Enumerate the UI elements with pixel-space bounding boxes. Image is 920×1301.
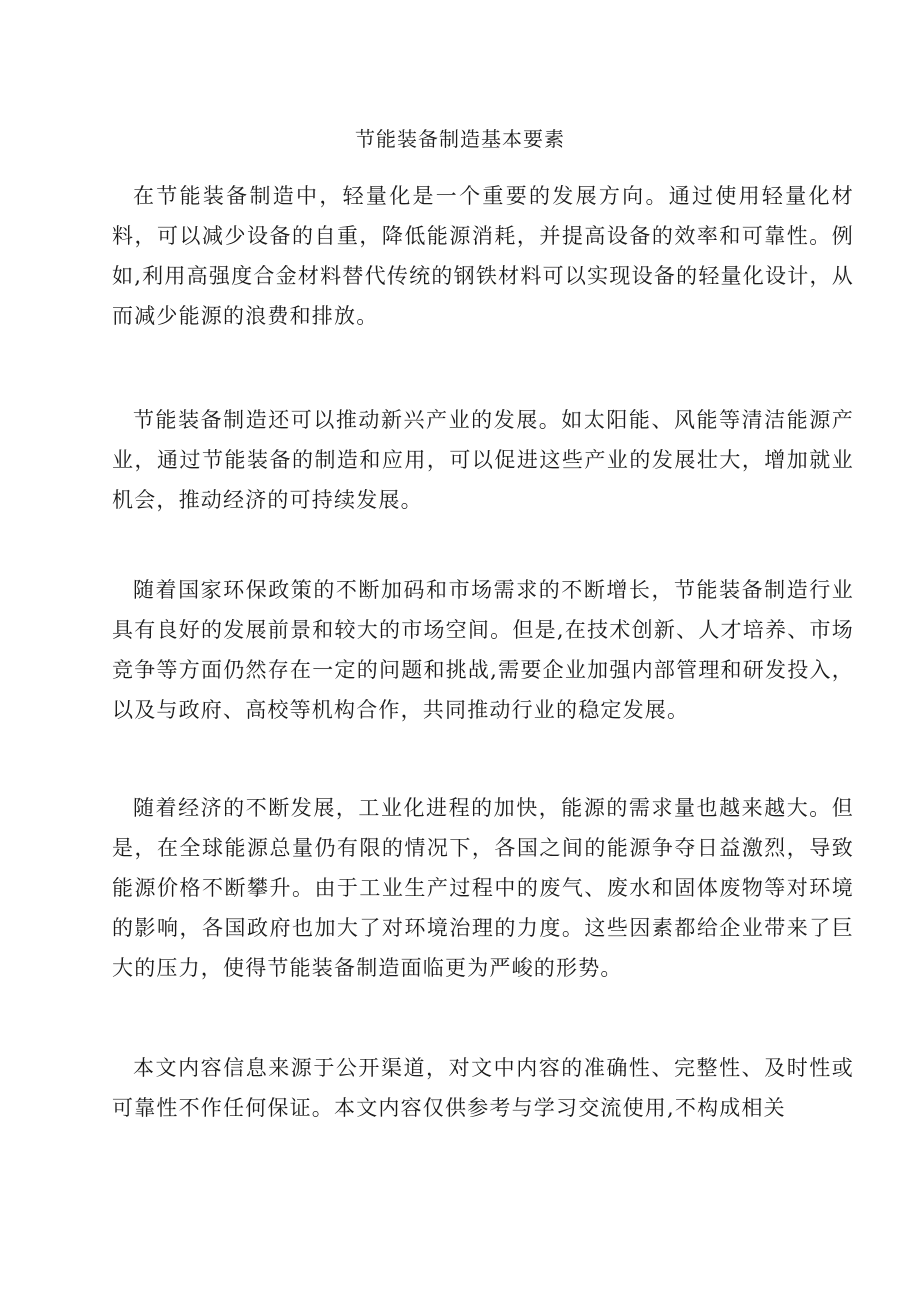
paragraph-emerging-industries: 节能装备制造还可以推动新兴产业的发展。如太阳能、风能等清洁能源产业，通过节能装备的制造和应用，可以促进这些产业的发展壮大，增加就业机会，推动经济的可持续发展。 <box>112 408 854 512</box>
paragraph-lightweight: 在节能装备制造中，轻量化是一个重要的发展方向。通过使用轻量化材料，可以减少设备的自重，降低能源消耗，并提高设备的效率和可靠性。例如,利用高强度合金材料替代传统的钢铁材料可以实现设备的轻量化设计，从而减少能源的浪费和排放。 <box>112 184 854 328</box>
paragraph-disclaimer: 本文内容信息来源于公开渠道，对文中内容的准确性、完整性、及时性或可靠性不作任何保证。本文内容仅供参考与学习交流使用,不构成相关 <box>112 1056 854 1120</box>
paragraph-energy-pressure: 随着经济的不断发展，工业化进程的加快，能源的需求量也越来越大。但是，在全球能源总量仍有限的情况下，各国之间的能源争夺日益激烈，导致能源价格不断攀升。由于工业生产过程中的废气、废水和固体废物等对环境的影响，各国政府也加大了对环境治理的力度。这些因素都给企业带来了巨大的压力，使得节能装备制造面临更为严峻的形势。 <box>112 796 854 980</box>
paragraph-market-outlook: 随着国家环保政策的不断加码和市场需求的不断增长，节能装备制造行业具有良好的发展前景和较大的市场空间。但是,在技术创新、人才培养、市场竞争等方面仍然存在一定的问题和挑战,需要企业加强内部管理和研发投入，以及与政府、高校等机构合作，共同推动行业的稳定发展。 <box>112 578 854 722</box>
document-title: 节能装备制造基本要素 <box>355 127 565 151</box>
